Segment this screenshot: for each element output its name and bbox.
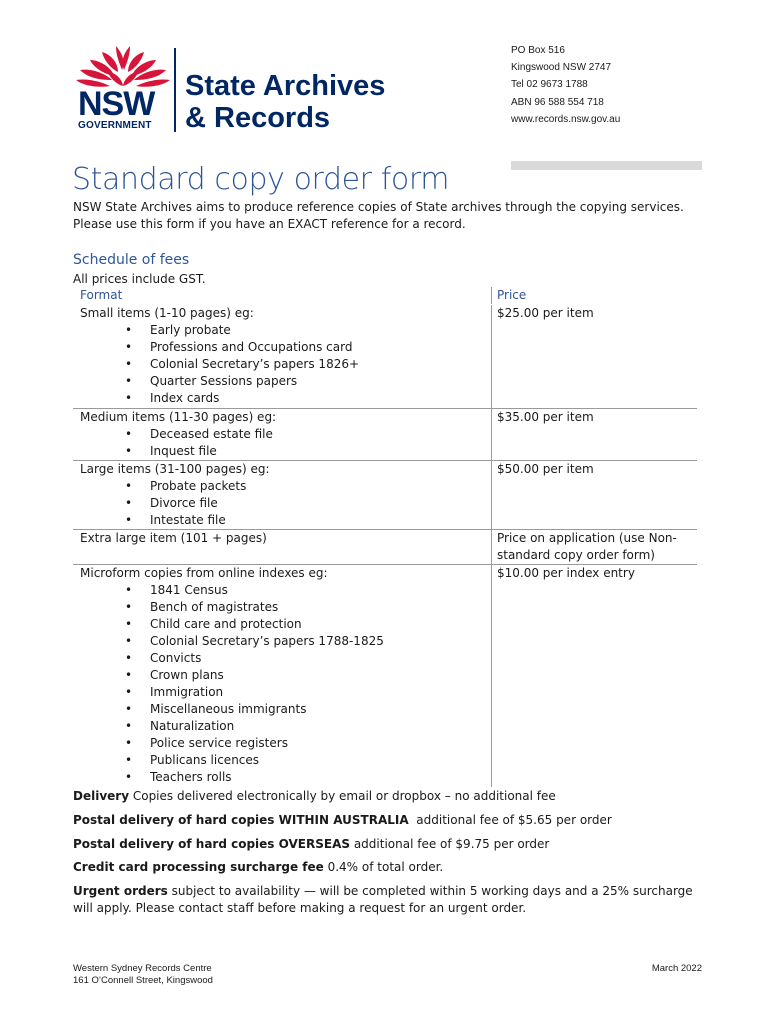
price-cell: $35.00 per item (491, 409, 697, 460)
footer-line: Western Sydney Records Centre (73, 963, 212, 974)
format-label: Medium items (11-30 pages) eg: (80, 410, 277, 424)
address-line: ABN 96 588 554 718 (511, 96, 604, 108)
list-item: • Deceased estate file (80, 426, 491, 443)
price-cell: $10.00 per index entry (491, 565, 697, 787)
list-item: • Naturalization (80, 718, 491, 735)
footer-address (73, 963, 213, 987)
postal-australia-text: additional fee of $5.65 per order (408, 813, 612, 827)
list-item: • Publicans licences (80, 752, 491, 769)
list-item: • Inquest file (80, 443, 491, 460)
example-list (80, 322, 491, 407)
table-row (73, 408, 697, 460)
format-label: Large items (31-100 pages) eg: (80, 462, 270, 476)
logo-brand-line2: & Records (185, 102, 331, 134)
list-item: • Intestate file (80, 512, 491, 529)
table-row (73, 460, 697, 529)
card-surcharge-text: 0.4% of total order. (323, 860, 444, 874)
list-item: • Miscellaneous immigrants (80, 701, 491, 718)
urgent-orders-text: subject to availability — will be completed within 5 working days and a 25% surcharge will apply. Please contact staff before making a request for an urgent order. (73, 884, 693, 915)
postal-overseas-label: Postal delivery of hard copies OVERSEAS (73, 837, 351, 851)
urgent-orders-label: Urgent orders (73, 884, 168, 898)
example-list (80, 426, 491, 460)
list-item: • Colonial Secretary’s papers 1826+ (80, 356, 491, 373)
intro-paragraph: NSW State Archives aims to produce reference copies of State archives through the copying services. Please use this form if you have an EXACT reference for a record. (73, 200, 684, 231)
waratah-icon (72, 42, 172, 90)
price-cell: $25.00 per item (491, 305, 697, 408)
list-item: • 1841 Census (80, 582, 491, 599)
address-line: Tel 02 9673 1788 (511, 79, 588, 91)
table-row (73, 529, 697, 564)
footer-line: 161 O’Connell Street, Kingswood (73, 975, 213, 986)
list-item: • Divorce file (80, 495, 491, 512)
postal-australia-note (73, 812, 703, 829)
price-cell: $50.00 per item (491, 461, 697, 529)
delivery-text: Copies delivered electronically by email or dropbox – no additional fee (129, 789, 556, 803)
urgent-orders-note (73, 883, 703, 917)
price-cell: Price on application (use Non-standard copy order form) (491, 530, 697, 564)
list-item: • Index cards (80, 390, 491, 407)
delivery-note (73, 788, 703, 805)
delivery-label: Delivery (73, 789, 130, 803)
postal-overseas-text: additional fee of $9.75 per order (350, 837, 550, 851)
address-line: PO Box 516 (511, 45, 565, 56)
col-price-header: Price (491, 287, 697, 304)
nsw-logo (72, 42, 417, 134)
list-item: • Probate packets (80, 478, 491, 495)
list-item: • Teachers rolls (80, 769, 491, 786)
header-rule (511, 161, 702, 170)
list-item: • Child care and protection (80, 616, 491, 633)
logo-divider (174, 48, 176, 132)
page-title: Standard copy order form (72, 162, 450, 197)
address-block (511, 42, 620, 128)
list-item: • Immigration (80, 684, 491, 701)
postal-australia-label: Postal delivery of hard copies WITHIN AUSTRALIA (73, 813, 409, 827)
table-row (73, 304, 697, 408)
col-format-header: Format (80, 288, 123, 302)
format-label: Small items (1-10 pages) eg: (80, 306, 254, 320)
fees-table (73, 287, 697, 787)
website-link[interactable]: www.records.nsw.gov.au (511, 113, 621, 125)
logo-nsw-text: NSW (78, 85, 155, 123)
example-list (80, 478, 491, 529)
fees-table-header (73, 287, 697, 304)
card-surcharge-label: Credit card processing surcharge fee (73, 860, 324, 874)
list-item: • Professions and Occupations card (80, 339, 491, 356)
gst-note: All prices include GST. (73, 272, 206, 286)
example-list (80, 582, 491, 786)
list-item: • Police service registers (80, 735, 491, 752)
list-item: • Convicts (80, 650, 491, 667)
address-line: Kingswood NSW 2747 (511, 62, 612, 74)
table-row (73, 564, 697, 787)
list-item: • Bench of magistrates (80, 599, 491, 616)
list-item: • Early probate (80, 322, 491, 339)
list-item: • Crown plans (80, 667, 491, 684)
card-surcharge-note (73, 859, 703, 876)
postal-overseas-note (73, 836, 703, 853)
list-item: • Quarter Sessions papers (80, 373, 491, 390)
list-item: • Colonial Secretary’s papers 1788-1825 (80, 633, 491, 650)
format-label: Microform copies from online indexes eg: (80, 566, 328, 580)
footer-date: March 2022 (651, 963, 702, 974)
logo-brand-line1: State Archives (185, 70, 386, 102)
format-label: Extra large item (101 + pages) (80, 531, 267, 545)
logo-government-text: GOVERNMENT (78, 120, 152, 131)
fees-heading: Schedule of fees (73, 252, 190, 268)
